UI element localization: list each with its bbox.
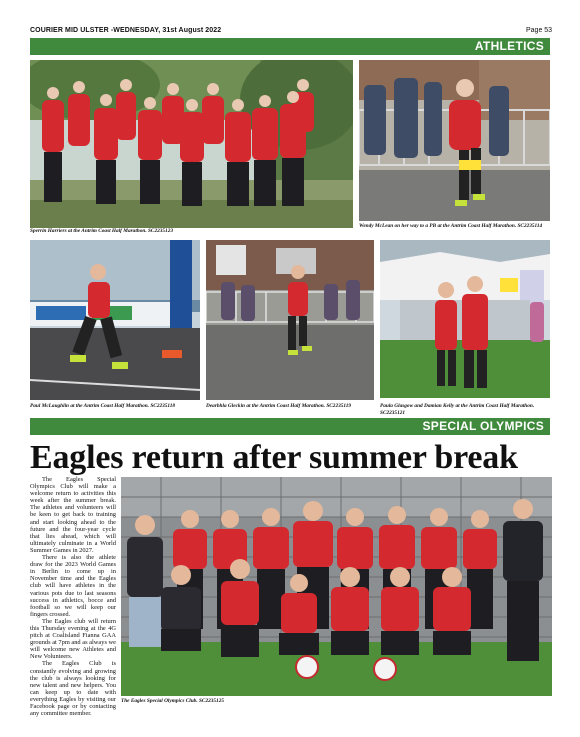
photo-sperrin-harriers [30, 60, 353, 228]
photo-dearbhla-gleckin [206, 240, 374, 400]
caption-sperrin: Sperrin Harriers at the Antrim Coast Half Marathon. SC2235123 [30, 228, 174, 234]
photo-paula-damian [380, 240, 550, 398]
article-body [30, 476, 116, 717]
caption-eagles: The Eagles Special Olympics Club. SC2235125 [121, 698, 224, 704]
page-number: Page 53 [526, 27, 553, 34]
photo-paul-mclaughlin [30, 240, 200, 400]
article-paragraph: The Eagles Club is constantly evolving and growing the club is always looking for new talent and new helpers. You can keep up to date with everything Eagles by visiting our Facebook page or by contacting any committee member. [30, 660, 116, 718]
section-band-special-olympics [30, 418, 550, 435]
section-band-athletics [30, 38, 550, 55]
newspaper-header: COURIER MID ULSTER -WEDNESDAY, 31st August 2022 [30, 27, 222, 34]
article-headline: Eagles return after summer break [30, 439, 518, 476]
article-paragraph: The Eagles club will return this Thursday evening at the 4G pitch at Coalisland Fianna GAA grounds at 7pm and as always we will welcome new Athletes and New Volunteers. [30, 617, 116, 661]
caption-dearbhla: Dearbhla Gleckin at the Antrim Coast Half Marathon. SC2235119 [206, 403, 352, 409]
photo-wendy-mclean [359, 60, 550, 221]
section-title-special-olympics: SPECIAL OLYMPICS [422, 419, 544, 433]
article-paragraph: There is also the athlete draw for the 2023 World Games in Berlin to come up in November time and the Eagles club will have athletes in the various pots due to last seasons success in athletics, bocce and football so we will keep our fingers crossed. [30, 554, 116, 618]
article-paragraph: The Eagles Special Olympics Club will make a welcome return to activities this week after the summer break. The athletes and volunteers will be keen to get back to training and start looking ahead to the future and the four-year cycle that lies ahead, which will ultimately culminate in a World Summer Games in 2027. [30, 476, 116, 554]
photo-eagles-club [121, 477, 552, 696]
caption-paul: Paul McLaughlin at the Antrim Coast Half Marathon. SC2235118 [30, 403, 176, 409]
section-title-athletics: ATHLETICS [474, 39, 544, 53]
caption-paula: Paula Glasgow and Damian Kelly at the Antrim Coast Half Marathon. SC2235121 [380, 403, 535, 416]
caption-wendy: Wendy McLean on her way to a PB at the Antrim Coast Half Marathon. SC2235114 [359, 223, 543, 229]
